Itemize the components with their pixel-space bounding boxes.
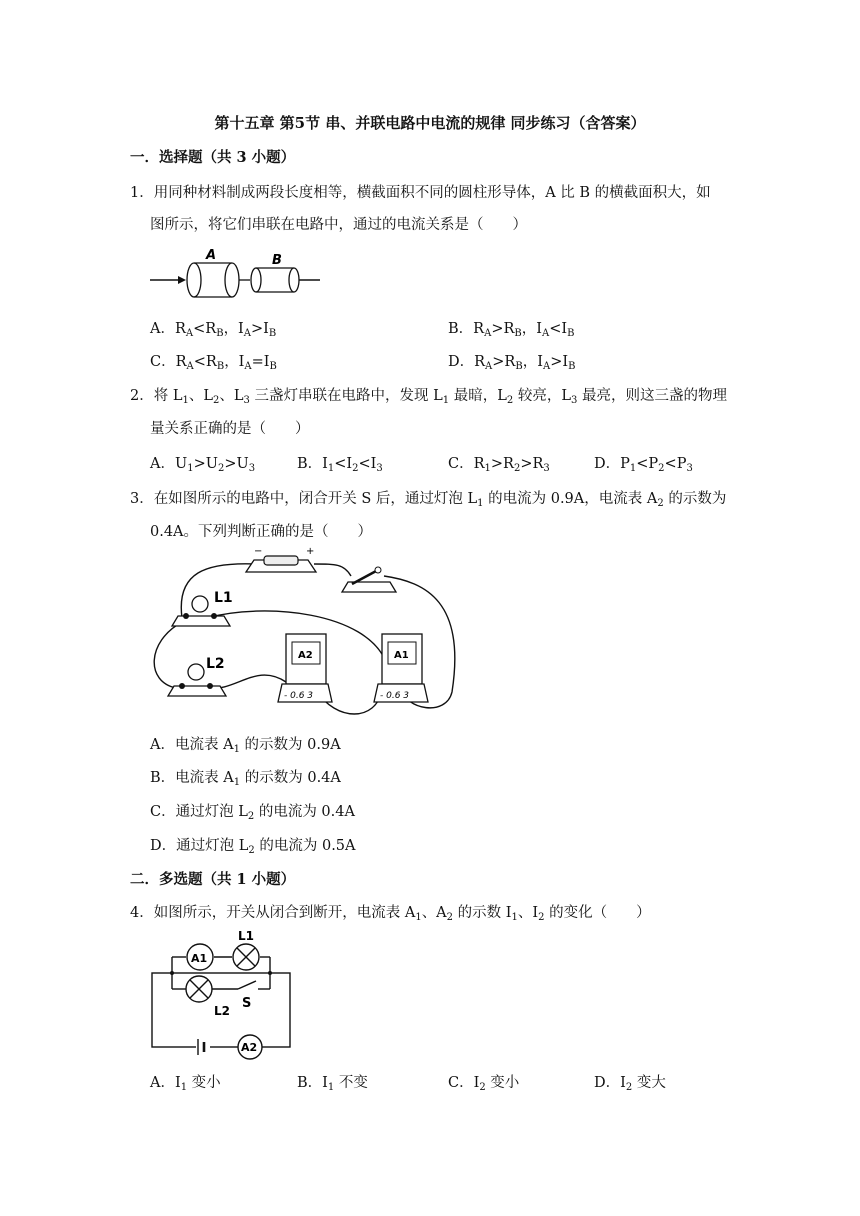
- q4-option-d[interactable]: D．$I_2$ 变大: [594, 1075, 666, 1093]
- question-1-text-cont: 图所示，将它们串联在电路中，通过的电流关系是（ ）: [150, 217, 527, 233]
- q2-option-b[interactable]: B．$I_1<I_2<I_3$: [297, 456, 383, 474]
- q2-option-a[interactable]: A．$U_1>U_2>U_3$: [150, 456, 256, 474]
- svg-text:A2: A2: [298, 650, 313, 661]
- q3-circuit-figure: [146, 542, 466, 722]
- q2-option-c[interactable]: C．$R_1>R_2>R_3$: [448, 456, 550, 474]
- q4-option-a[interactable]: A．$I_1$ 变小: [150, 1075, 221, 1093]
- q4-option-b[interactable]: B．$I_1$ 不变: [297, 1075, 368, 1093]
- svg-text:A1: A1: [394, 650, 409, 661]
- question-3-text-cont: 0.4A。下列判断正确的是（ ）: [150, 524, 373, 540]
- svg-text:A2: A2: [241, 1041, 258, 1054]
- question-2-text: 2．将 $L_1$、$L_2$、$L_3$ 三盏灯串联在电路中，发现 $L_1$ 最暗，$L_2$ 较亮，$L_3$ 最亮，则这三盏的物理: [130, 388, 727, 406]
- label-b: B: [272, 253, 282, 268]
- question-2-text-cont: 量关系正确的是（ ）: [150, 421, 310, 437]
- svg-text:L2: L2: [214, 1004, 230, 1018]
- question-3-text: 3．在如图所示的电路中，闭合开关 S 后，通过灯泡 $L_1$ 的电流为 0.9A，电流表 $A_2$ 的示数为: [130, 491, 727, 509]
- svg-text:L2: L2: [206, 656, 225, 672]
- q4-circuit-figure: [146, 925, 302, 1060]
- q3-option-d[interactable]: D．通过灯泡 $L_2$ 的电流为 0.5A: [150, 838, 356, 856]
- q3-option-c[interactable]: C．通过灯泡 $L_2$ 的电流为 0.4A: [150, 804, 355, 822]
- q1-option-b[interactable]: B．$R_A>R_B$，$I_A<I_B$: [448, 321, 575, 339]
- q1-option-a[interactable]: A．$R_A<R_B$，$I_A>I_B$: [150, 321, 277, 339]
- svg-text:- 0.6 3: - 0.6 3: [380, 691, 410, 701]
- svg-text:+: +: [306, 546, 315, 557]
- q3-option-b[interactable]: B．电流表 $A_1$ 的示数为 0.4A: [150, 770, 341, 788]
- q4-option-c[interactable]: C．$I_2$ 变小: [448, 1075, 520, 1093]
- page-title: 第十五章 第5节 串、并联电路中电流的规律 同步练习（含答案）: [214, 114, 646, 132]
- q1-option-d[interactable]: D．$R_A>R_B$，$I_A>I_B$: [448, 354, 576, 372]
- svg-text:L1: L1: [214, 590, 233, 606]
- svg-text:S: S: [242, 996, 252, 1011]
- section-heading-choice: 一．选择题（共 3 小题）: [130, 149, 296, 166]
- section-heading-multi: 二．多选题（共 1 小题）: [130, 871, 296, 888]
- q3-option-a[interactable]: A．电流表 $A_1$ 的示数为 0.9A: [150, 737, 341, 755]
- svg-text:A1: A1: [191, 952, 208, 965]
- svg-text:−: −: [254, 546, 263, 557]
- label-a: A: [206, 248, 217, 263]
- question-1-text: 1．用同种材料制成两段长度相等，横截面积不同的圆柱形导体，A 比 B 的横截面积大，如: [130, 185, 711, 201]
- q2-option-d[interactable]: D．$P_1<P_2<P_3$: [594, 456, 693, 474]
- q1-conductor-figure: [146, 244, 336, 306]
- svg-text:L1: L1: [238, 929, 254, 943]
- q1-option-c[interactable]: C．$R_A<R_B$，$I_A=I_B$: [150, 354, 277, 372]
- svg-text:- 0.6 3: - 0.6 3: [284, 691, 314, 701]
- question-4-text: 4．如图所示，开关从闭合到断开，电流表 $A_1$、$A_2$ 的示数 $I_1$、$I_2$ 的变化（ ）: [130, 905, 651, 923]
